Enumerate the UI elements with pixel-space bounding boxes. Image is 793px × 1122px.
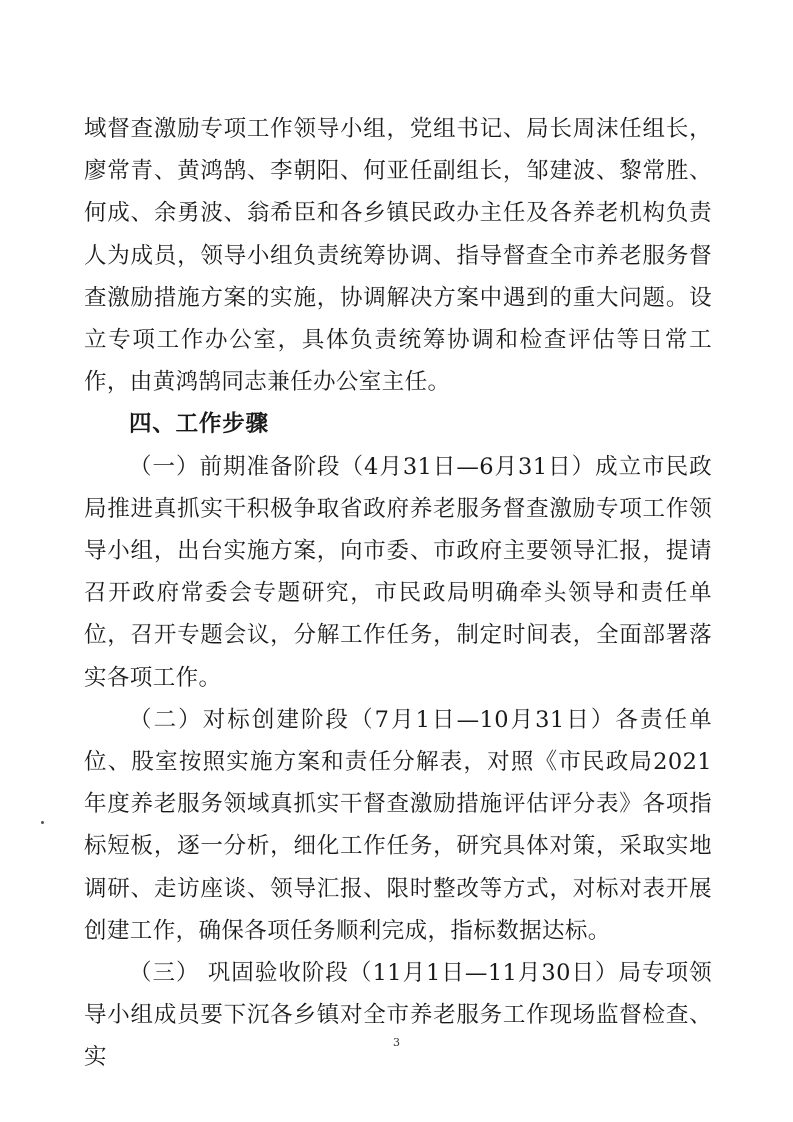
paragraph-benchmark-stage: （二）对标创建阶段（7月1日—10月31日）各责任单位、股室按照实施方案和责任分解表，对照《市民政局2021年度养老服务领域真抓实干督查激励措施评估评分表》各项指标短板，逐一分析，细化工作任务，研究具体对策，采取实地调研、走访座谈、领导汇报、限时整改等方式，对标对表开展创建工作，确保各项任务顺利完成，指标数据达标。 — [84, 706, 712, 944]
section-heading-work-steps: 四、工作步骤 — [129, 411, 269, 438]
paragraph-leadership-group: 域督查激励专项工作领导小组，党组书记、局长周沫任组长，廖常青、黄鸿鹄、李朝阳、何亚任副组长，邹建波、黎常胜、何成、余勇波、翁希臣和各乡镇民政办主任及各养老机构负责人为成员，领导小组负责统筹协调、指导督查全市养老服务督查激励措施方案的实施，协调解决方案中遇到的重大问题。设立专项工作办公室，具体负责统筹协调和检查评估等日常工作，由黄鸿鹄同志兼任办公室主任。 — [84, 116, 712, 396]
scan-speck — [41, 821, 44, 824]
document-body — [84, 108, 712, 1079]
page-number: 3 — [393, 1036, 400, 1049]
paragraph-consolidation-stage: （三） 巩固验收阶段（11月1日—11月30日）局专项领导小组成员要下沉各乡镇对全市养老服务工作现场监督检查、实 — [84, 960, 712, 1071]
paragraph-preparation-stage: （一）前期准备阶段（4月31日—6月31日）成立市民政局推进真抓实干积极争取省政府养老服务督查激励专项工作领导小组，出台实施方案，向市委、市政府主要领导汇报，提请召开政府常委会专题研究，市民政局明确牵头领导和责任单位，召开专题会议，分解工作任务，制定时间表，全面部署落实各项工作。 — [84, 453, 712, 691]
